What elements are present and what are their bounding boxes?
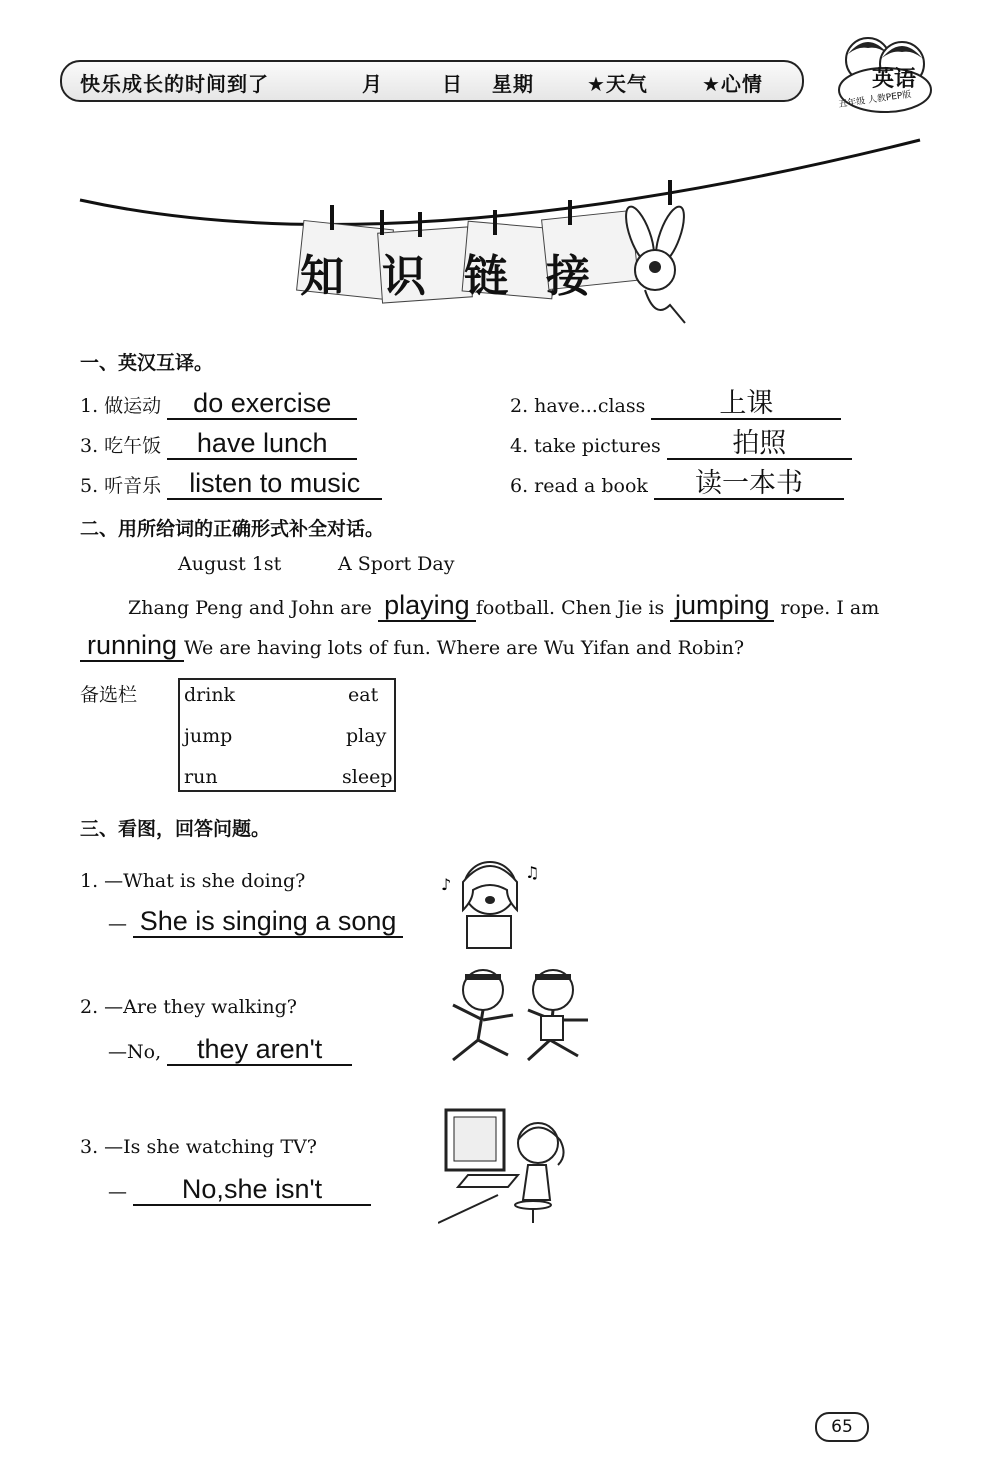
banner-month: 月 (362, 72, 383, 96)
svg-text:♫: ♫ (525, 863, 540, 882)
section-2-heading: 二、用所给词的正确形式补全对话。 (80, 518, 385, 540)
s3-answer-3[interactable]: No,she isn't (133, 1174, 371, 1206)
s1-answer-3[interactable]: have lunch (167, 428, 357, 460)
girl-computer-icon (438, 1105, 578, 1230)
word-option: drink (184, 684, 236, 706)
s3-question-1: 1. —What is she doing? (80, 870, 306, 892)
banner-day: 日 (442, 72, 463, 96)
word-option: eat (348, 684, 379, 706)
word-box-label: 备选栏 (80, 684, 138, 706)
s3-answer-2[interactable]: they aren't (167, 1034, 352, 1066)
s3-question-3: 3. —Is she watching TV? (80, 1136, 317, 1158)
s1-q1-prompt: 1. 做运动 (80, 395, 162, 417)
s3-prefix-2: —No, (108, 1041, 162, 1063)
dialogue-text-4: We are having lots of fun. Where are Wu Yifan and Robin? (184, 637, 745, 659)
s3-answer-row-1 (108, 906, 403, 938)
header-banner (60, 60, 804, 102)
s3-prefix-3: — (108, 1181, 127, 1203)
section-1-heading: 一、英汉互译。 (80, 352, 214, 374)
girl-singing-icon (435, 850, 545, 955)
s1-question-2 (510, 388, 841, 420)
s3-answer-row-3 (108, 1174, 371, 1206)
kids-running-icon (438, 960, 608, 1072)
dialogue-text-2: football. Chen Jie is (475, 597, 665, 619)
logo-subject: 英语 (872, 67, 917, 92)
s1-q2-prompt: 2. have...class (510, 395, 646, 417)
blank-answer-2[interactable]: jumping (670, 590, 774, 622)
logo-edition: 五年级 人教PEP版 (837, 89, 912, 111)
banner-mood: ★心情 (702, 72, 763, 96)
s1-answer-5[interactable]: listen to music (167, 468, 382, 500)
page-number: 65 (815, 1412, 869, 1442)
s1-answer-2[interactable]: 上课 (651, 388, 841, 420)
s3-prefix-1: — (108, 913, 127, 935)
s1-q5-prompt: 5. 听音乐 (80, 475, 162, 497)
s1-q6-prompt: 6. read a book (510, 475, 648, 497)
blank-answer-1[interactable]: playing (378, 590, 476, 622)
dialogue-title: A Sport Day (338, 553, 455, 575)
rabbit-icon (610, 205, 710, 330)
section-title: 知识链接 (300, 251, 628, 302)
word-option: jump (184, 725, 233, 747)
s1-question-5 (80, 468, 382, 500)
blank-answer-3[interactable]: running (80, 630, 184, 662)
banner-week: 星期 (492, 72, 534, 96)
s1-question-1 (80, 388, 357, 420)
s1-question-3 (80, 428, 357, 460)
svg-text:♪: ♪ (441, 875, 452, 894)
s1-q4-prompt: 4. take pictures (510, 435, 661, 457)
s1-question-4 (510, 428, 852, 460)
word-option: sleep (342, 766, 393, 788)
word-option: run (184, 766, 218, 788)
dialogue-text-1: Zhang Peng and John are (128, 597, 372, 619)
s3-question-2: 2. —Are they walking? (80, 996, 297, 1018)
word-box (178, 678, 396, 792)
s1-answer-6[interactable]: 读一本书 (654, 468, 844, 500)
s1-answer-4[interactable]: 拍照 (667, 428, 852, 460)
s1-question-6 (510, 468, 844, 500)
dialogue-line-2 (80, 630, 744, 662)
s1-answer-1[interactable]: do exercise (167, 388, 357, 420)
banner-title: 快乐成长的时间到了 (80, 72, 269, 96)
dialogue-date: August 1st (178, 553, 282, 575)
s3-answer-1[interactable]: She is singing a song (133, 906, 403, 938)
s1-q3-prompt: 3. 吃午饭 (80, 435, 162, 457)
s3-answer-row-2 (108, 1034, 352, 1066)
section-3-heading: 三、看图，回答问题。 (80, 818, 271, 840)
word-option: play (346, 725, 387, 747)
banner-weather: ★天气 (587, 72, 648, 96)
dialogue-text-3: rope. I am (780, 597, 880, 619)
dialogue-line-1 (128, 590, 879, 622)
